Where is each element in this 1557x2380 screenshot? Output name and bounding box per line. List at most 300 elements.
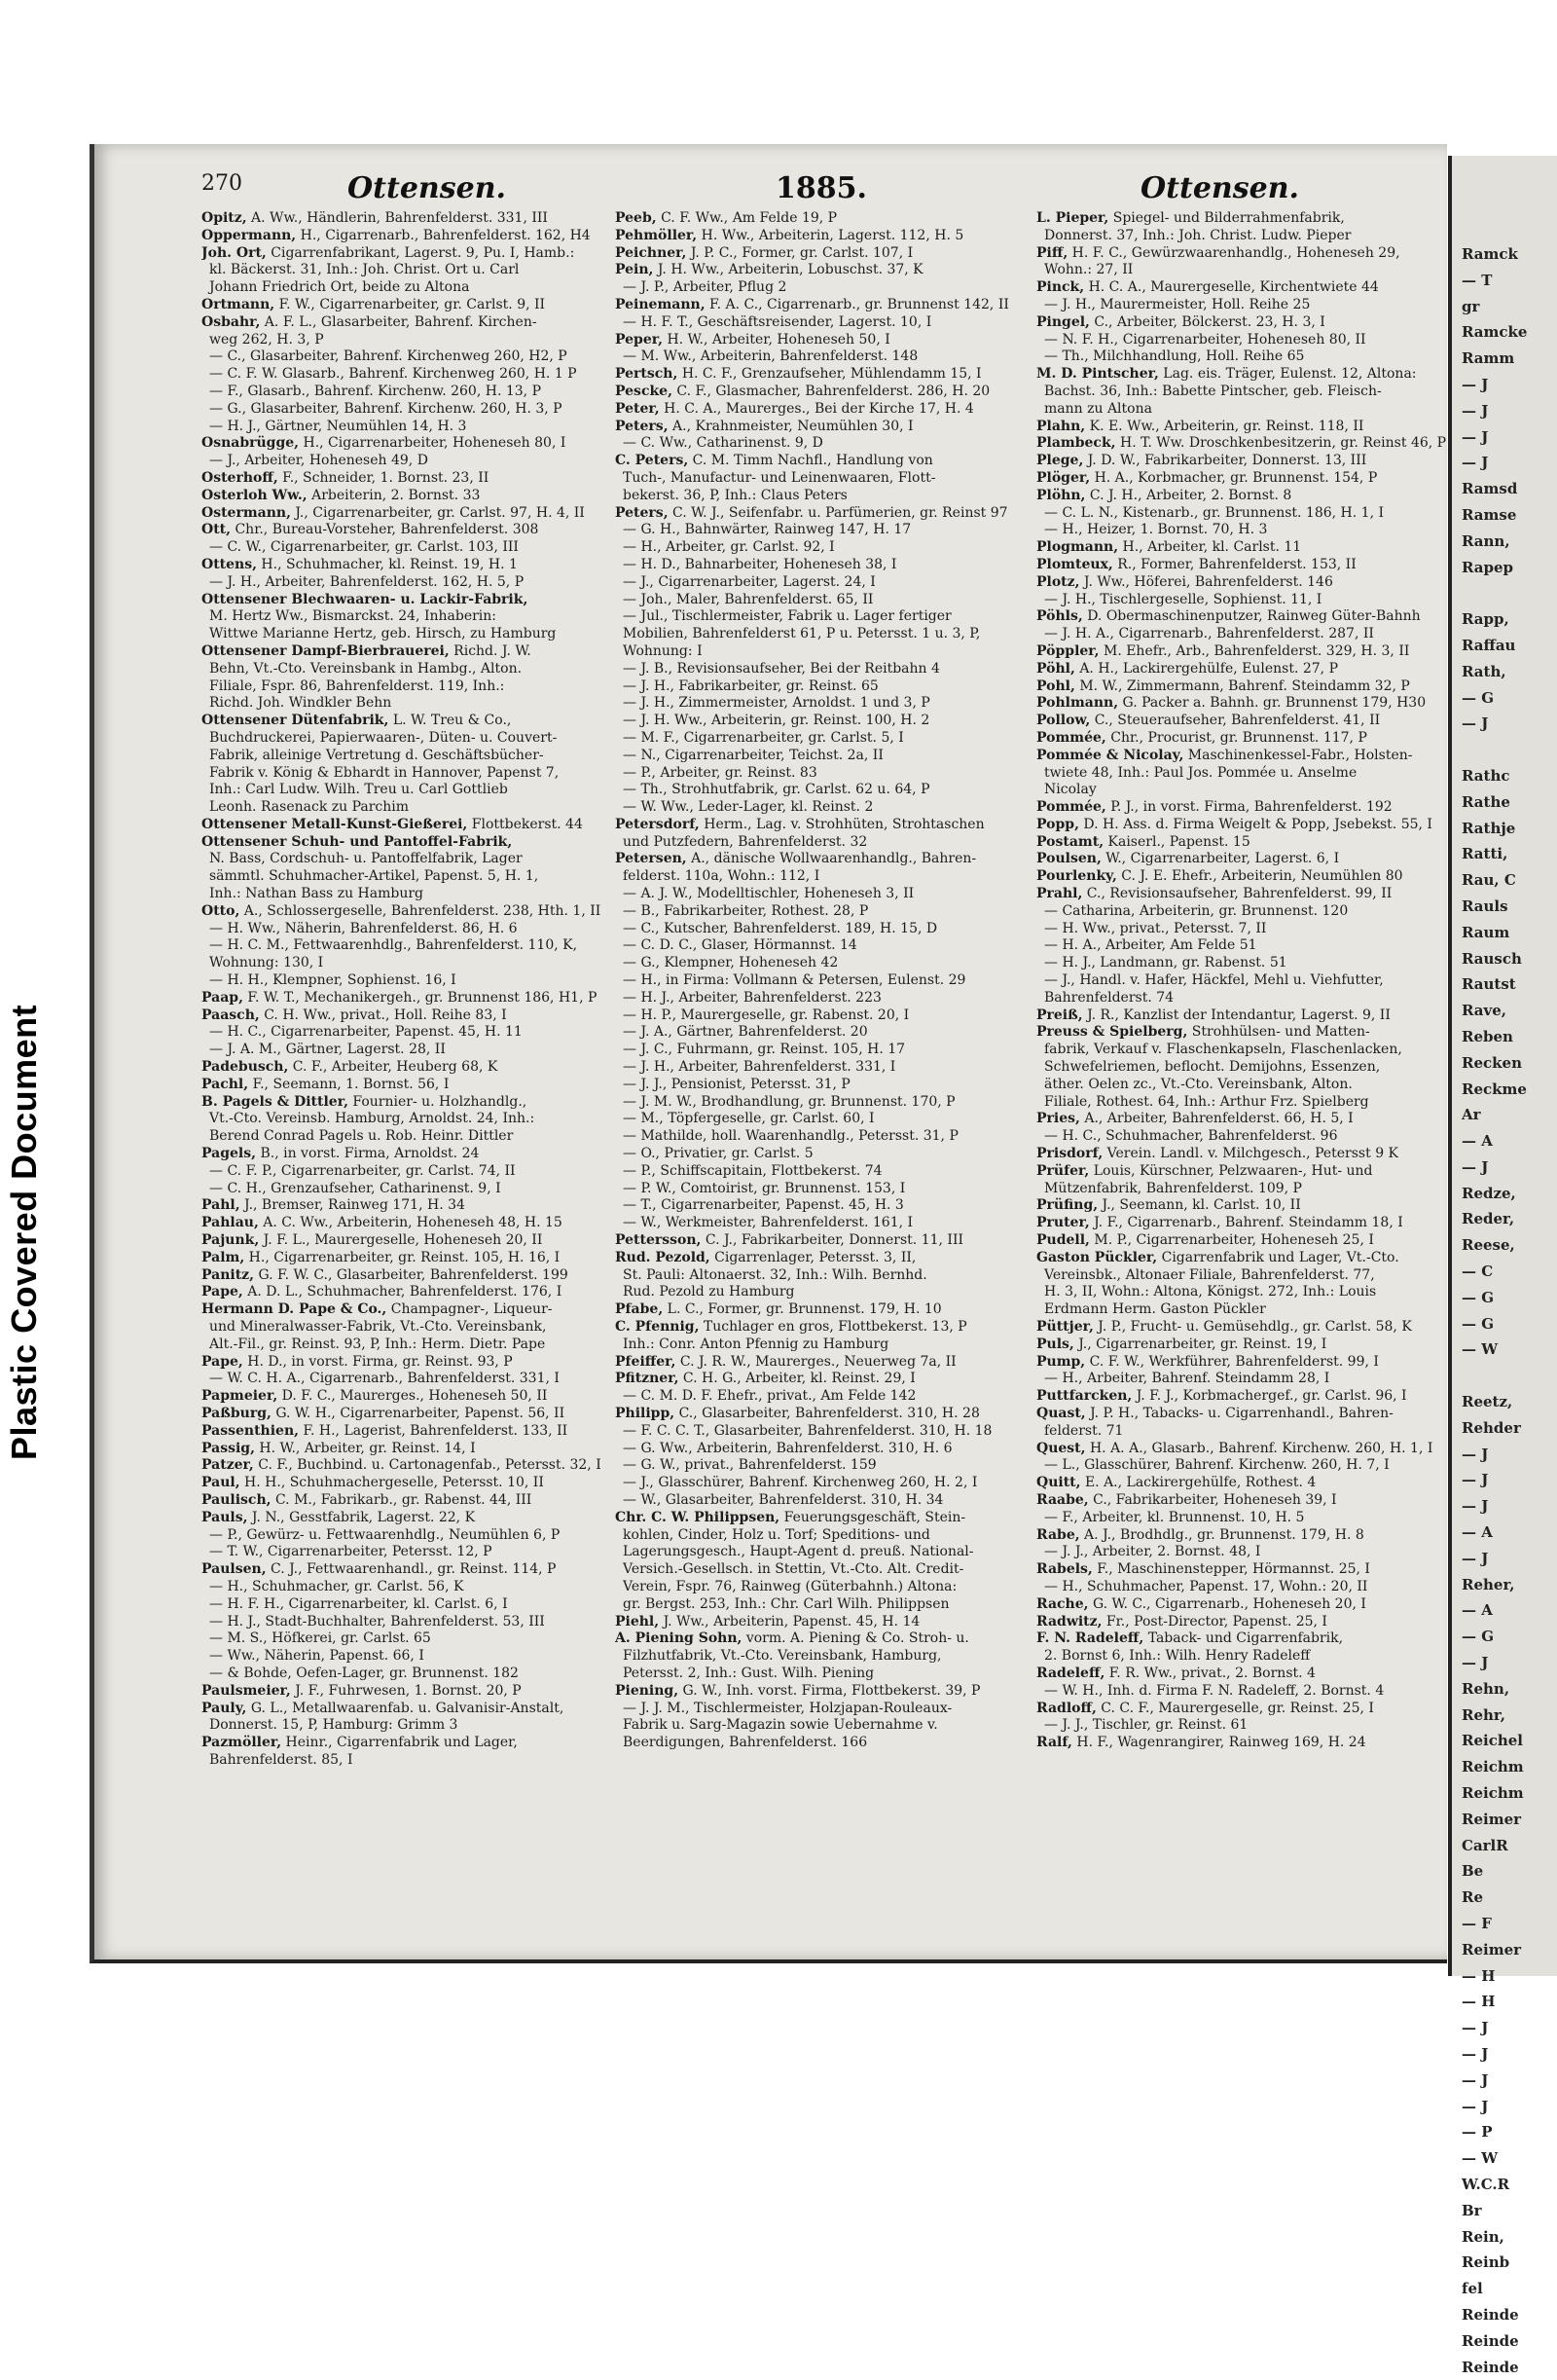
directory-entry: Palm, H., Cigarrenarbeiter, gr. Reinst. 105, H. 16, I bbox=[201, 1249, 561, 1265]
directory-entry: — F., Glasarb., Bahrenf. Kirchenw. 260, H. 13, P bbox=[209, 383, 541, 399]
directory-entry: Paulisch, C. M., Fabrikarb., gr. Rabenst. 44, III bbox=[201, 1491, 532, 1508]
directory-entry: Pachl, F., Seemann, 1. Bornst. 56, I bbox=[201, 1076, 450, 1092]
edge-fragment: W.C.R bbox=[1462, 2175, 1510, 2193]
directory-entry: Püttjer, J. P., Frucht- u. Gemüsehdlg., gr. Carlst. 58, K bbox=[1036, 1319, 1412, 1335]
directory-entry: mann zu Altona bbox=[1044, 400, 1152, 417]
directory-entry: — J., Glasschürer, Bahrenf. Kirchenweg 260, H. 2, I bbox=[623, 1475, 978, 1491]
edge-fragment: — J bbox=[1462, 2097, 1489, 2115]
directory-entry: Joh. Ort, Cigarrenfabrikant, Lagerst. 9, Pu. I, Hamb.: bbox=[201, 244, 575, 261]
directory-entry: Fabrik u. Sarg-Magazin sowie Uebernahme v. bbox=[623, 1717, 938, 1734]
edge-fragment: — J bbox=[1462, 2019, 1489, 2037]
directory-entry: — J., Handl. v. Hafer, Häckfel, Mehl u. Viehfutter, bbox=[1044, 972, 1384, 989]
directory-entry: kl. Bäckerst. 31, Inh.: Joh. Christ. Ort u. Carl bbox=[209, 262, 520, 278]
directory-entry: — C. L. N., Kistenarb., gr. Brunnenst. 186, H. 1, I bbox=[1044, 504, 1384, 521]
edge-fragment: — G bbox=[1462, 1628, 1495, 1646]
directory-entry: Pajunk, J. F. L., Maurergeselle, Hoheneseh 20, II bbox=[201, 1232, 543, 1249]
directory-entry: — H. J., Stadt-Buchhalter, Bahrenfelderst. 53, III bbox=[209, 1613, 545, 1629]
directory-entry: felderst. 71 bbox=[1044, 1422, 1124, 1439]
directory-entry: — M. F., Cigarrenarbeiter, gr. Carlst. 5, I bbox=[623, 729, 904, 746]
directory-entry: Osbahr, A. F. L., Glasarbeiter, Bahrenf. Kirchen- bbox=[201, 313, 537, 330]
directory-entry: Petersen, A., dänische Wollwaarenhandlg., Bahren- bbox=[615, 851, 977, 867]
edge-fragment: — J bbox=[1462, 1549, 1489, 1567]
directory-entry: — J. M. W., Brodhandlung, gr. Brunnenst. 170, P bbox=[623, 1093, 956, 1110]
left-running-title: Ottensen. bbox=[347, 171, 506, 205]
edge-fragment: Ramcke bbox=[1462, 323, 1528, 342]
directory-entry: A. Piening Sohn, vorm. A. Piening & Co. Stroh- u. bbox=[615, 1630, 969, 1647]
directory-entry: C. Peters, C. M. Timm Nachfl., Handlung von bbox=[615, 453, 933, 469]
directory-entry: M. D. Pintscher, Lag. eis. Träger, Eulenst. 12, Altona: bbox=[1036, 366, 1417, 383]
directory-entry: Filzhutfabrik, Vt.-Cto. Vereinsbank, Hamburg, bbox=[623, 1648, 942, 1665]
directory-entry: twiete 48, Inh.: Paul Jos. Pommée u. Anselme bbox=[1044, 764, 1358, 781]
directory-entry: Poulsen, W., Cigarrenarbeiter, Lagerst. 6, I bbox=[1036, 851, 1340, 867]
directory-entry: Mützenfabrik, Bahrenfelderst. 109, P bbox=[1044, 1180, 1302, 1196]
edge-fragment: — H bbox=[1462, 1993, 1496, 2011]
edge-fragment: Reichel bbox=[1462, 1732, 1523, 1750]
directory-entry: — J. A. M., Gärtner, Lagerst. 28, II bbox=[209, 1042, 446, 1058]
directory-entry: Ortmann, F. W., Cigarrenarbeiter, gr. Carlst. 9, II bbox=[201, 296, 546, 312]
directory-entry: — L., Glasschürer, Bahrenf. Kirchenw. 260, H. 7, I bbox=[1044, 1457, 1390, 1474]
directory-page bbox=[90, 144, 1447, 1963]
edge-fragment: Raffau bbox=[1462, 636, 1516, 654]
edge-fragment: Rehr, bbox=[1462, 1705, 1505, 1724]
directory-entry: — J. H. Ww., Arbeiterin, gr. Reinst. 100, H. 2 bbox=[623, 713, 930, 729]
directory-entry: Piff, H. F. C., Gewürzwaarenhandlg., Hoheneseh 29, bbox=[1036, 244, 1400, 261]
edge-fragment: gr bbox=[1462, 297, 1480, 315]
directory-entry: Filiale, Fspr. 86, Bahrenfelderst. 119, Inh.: bbox=[209, 677, 505, 694]
directory-entry: F. N. Radeleff, Taback- und Cigarrenfabrik, bbox=[1036, 1630, 1344, 1647]
page-number: 270 bbox=[201, 171, 242, 196]
directory-entry: Paap, F. W. T., Mechanikergeh., gr. Brunnenst 186, H1, P bbox=[201, 989, 597, 1006]
directory-entry: Wohnung: I bbox=[623, 642, 703, 659]
edge-fragment: — T bbox=[1462, 271, 1493, 289]
directory-entry: — H. F. H., Cigarrenarbeiter, kl. Carlst. 6, I bbox=[209, 1595, 508, 1612]
edge-fragment: Reichm bbox=[1462, 1784, 1524, 1803]
directory-entry: Postamt, Kaiserl., Papenst. 15 bbox=[1036, 833, 1250, 850]
directory-entry: Raabe, C., Fabrikarbeiter, Hoheneseh 39, I bbox=[1036, 1491, 1337, 1508]
directory-entry: — F., Arbeiter, kl. Brunnenst. 10, H. 5 bbox=[1044, 1509, 1305, 1525]
edge-fragment: Ramm bbox=[1462, 349, 1515, 368]
edge-fragment: — H bbox=[1462, 1966, 1496, 1985]
directory-entry: Schwefelriemen, beflocht. Demijohns, Essenzen, bbox=[1044, 1059, 1381, 1076]
directory-entry: Ott, Chr., Bureau-Vorsteher, Bahrenfelderst. 308 bbox=[201, 522, 539, 538]
directory-entry: Pauly, G. L., Metallwaarenfab. u. Galvanisir-Anstalt, bbox=[201, 1700, 564, 1716]
directory-entry: — G. W., privat., Bahrenfelderst. 159 bbox=[623, 1457, 877, 1474]
edge-fragment: Rein, bbox=[1462, 2227, 1504, 2246]
edge-fragment: Raum bbox=[1462, 923, 1510, 941]
directory-entry: — J., Arbeiter, Hoheneseh 49, D bbox=[209, 453, 428, 469]
directory-entry: — N., Cigarrenarbeiter, Teichst. 2a, II bbox=[623, 747, 884, 763]
directory-entry: — J. H., Tischlergeselle, Sophienst. 11, I bbox=[1044, 591, 1322, 607]
directory-entry: — H., in Firma: Vollmann & Petersen, Eulenst. 29 bbox=[623, 972, 966, 989]
directory-entry: Versich.-Gesellsch. in Stettin, Vt.-Cto. Alt. Credit- bbox=[623, 1561, 964, 1578]
directory-entry: — Ww., Näherin, Papenst. 66, I bbox=[209, 1648, 424, 1665]
directory-entry: — H. F. T., Geschäftsreisender, Lagerst. 10, I bbox=[623, 313, 932, 330]
directory-entry: Paßburg, G. W. H., Cigarrenarbeiter, Papenst. 56, II bbox=[201, 1405, 565, 1421]
edge-fragment: — J bbox=[1462, 1654, 1489, 1672]
edge-fragment: Reben bbox=[1462, 1027, 1513, 1045]
directory-entry: H. 3, II, Wohn.: Altona, Königst. 272, Inh.: Louis bbox=[1044, 1284, 1377, 1300]
directory-entry: Ottensener Dampf-Bierbrauerei, Richd. J. W. bbox=[201, 642, 531, 659]
directory-entry: — J., Cigarrenarbeiter, Lagerst. 24, I bbox=[623, 573, 876, 590]
directory-entry: Peinemann, F. A. C., Cigarrenarb., gr. Brunnenst 142, II bbox=[615, 296, 1009, 312]
directory-entry: — W. C. H. A., Cigarrenarb., Bahrenfelderst. 331, I bbox=[209, 1371, 560, 1387]
directory-entry: — P., Schiffscapitain, Flottbekerst. 74 bbox=[623, 1162, 883, 1179]
directory-entry: L. Pieper, Spiegel- und Bilderrahmenfabrik, bbox=[1036, 210, 1345, 226]
directory-entry: — H., Arbeiter, Bahrenf. Steindamm 28, I bbox=[1044, 1371, 1330, 1387]
directory-entry: — H., Arbeiter, gr. Carlst. 92, I bbox=[623, 539, 835, 556]
directory-entry: — G., Klempner, Hoheneseh 42 bbox=[623, 955, 839, 971]
next-page-edge bbox=[1448, 156, 1557, 2376]
directory-entry: weg 262, H. 3, P bbox=[209, 331, 324, 348]
directory-entry: Quitt, E. A., Lackirergehülfe, Rothest. 4 bbox=[1036, 1475, 1317, 1491]
directory-entry: Pudell, M. P., Cigarrenarbeiter, Hoheneseh 25, I bbox=[1036, 1232, 1374, 1249]
directory-entry: — C. D. C., Glaser, Hörmannst. 14 bbox=[623, 937, 857, 954]
edge-fragment: fel bbox=[1462, 2280, 1483, 2298]
directory-entry: Pescke, C. F., Glasmacher, Bahrenfelderst. 286, H. 20 bbox=[615, 383, 991, 399]
directory-entry: Piening, G. W., Inh. vorst. Firma, Flottbekerst. 39, P bbox=[615, 1682, 981, 1699]
column-3 bbox=[1036, 210, 1450, 1752]
directory-entry: Plambeck, H. T. Ww. Droschkenbesitzerin, gr. Reinst 46, P bbox=[1036, 435, 1447, 452]
directory-entry: — T., Cigarrenarbeiter, Papenst. 45, H. 3 bbox=[623, 1197, 904, 1214]
edge-fragment: CarlR bbox=[1462, 1836, 1508, 1854]
directory-entry: — J. J. M., Tischlermeister, Holzjapan-Rouleaux- bbox=[623, 1700, 953, 1716]
directory-entry: Pöhl, A. H., Lackirergehülfe, Eulenst. 27, P bbox=[1036, 660, 1338, 677]
directory-entry: — H., Schuhmacher, Papenst. 17, Wohn.: 20, II bbox=[1044, 1578, 1368, 1594]
edge-fragment bbox=[1462, 737, 1557, 763]
directory-entry: 2. Bornst 6, Inh.: Wilh. Henry Radeleff bbox=[1044, 1648, 1311, 1665]
directory-entry: sämmtl. Schuhmacher-Artikel, Papenst. 5, H. 1, bbox=[209, 868, 539, 885]
directory-entry: Radeleff, F. R. Ww., privat., 2. Bornst. 4 bbox=[1036, 1665, 1316, 1681]
directory-entry: Vereinsbk., Altonaer Filiale, Bahrenfelderst. 77, bbox=[1044, 1266, 1375, 1283]
directory-entry: Mobilien, Bahrenfelderst 61, P u. Petersst. 1 u. 3, P, bbox=[623, 626, 981, 642]
directory-entry: Rache, G. W. C., Cigarrenarb., Hoheneseh 20, I bbox=[1036, 1595, 1366, 1612]
edge-fragment: — W bbox=[1462, 2149, 1499, 2168]
edge-fragment: — F bbox=[1462, 1915, 1492, 1932]
directory-entry: Popp, D. H. Ass. d. Firma Weigelt & Popp, Jsebekst. 55, I bbox=[1036, 816, 1432, 832]
directory-entry: Paasch, C. H. Ww., privat., Holl. Reihe 83, I bbox=[201, 1007, 507, 1023]
directory-entry: Patzer, C. F., Buchbind. u. Cartonagenfab., Petersst. 32, I bbox=[201, 1457, 601, 1474]
directory-entry: Pinck, H. C. A., Maurergeselle, Kirchentwiete 44 bbox=[1036, 279, 1379, 296]
directory-entry: Pahl, J., Bremser, Rainweg 171, H. 34 bbox=[201, 1197, 465, 1214]
directory-entry: Pingel, C., Arbeiter, Bölckerst. 23, H. 3, I bbox=[1036, 313, 1325, 330]
directory-entry: Pump, C. F. W., Werkführer, Bahrenfelderst. 99, I bbox=[1036, 1353, 1379, 1370]
next-page-fragments bbox=[1462, 241, 1557, 2380]
edge-fragment: Rehder bbox=[1462, 1418, 1521, 1437]
edge-fragment: Rapp, bbox=[1462, 610, 1509, 629]
directory-entry: — Joh., Maler, Bahrenfelderst. 65, II bbox=[623, 591, 874, 607]
directory-entry: Pehmöller, H. Ww., Arbeiterin, Lagerst. 112, H. 5 bbox=[615, 227, 964, 243]
edge-fragment: — G bbox=[1462, 1314, 1495, 1333]
directory-entry: äther. Oelen zc., Vt.-Cto. Vereinsbank, Alton. bbox=[1044, 1076, 1353, 1092]
edge-fragment: Ramsd bbox=[1462, 480, 1518, 498]
directory-entry: Pfeiffer, C. J. R. W., Maurerges., Neuerweg 7a, II bbox=[615, 1353, 957, 1370]
edge-fragment: Reinde bbox=[1462, 2358, 1519, 2376]
directory-entry: — W., Glasarbeiter, Bahrenfelderst. 310, H. 34 bbox=[623, 1491, 944, 1508]
directory-entry: — J. P., Arbeiter, Pflug 2 bbox=[623, 279, 787, 296]
directory-entry: Plomteux, R., Former, Bahrenfelderst. 153, II bbox=[1036, 556, 1357, 572]
edge-fragment: — A bbox=[1462, 1601, 1493, 1620]
directory-entry: — F. C. C. T., Glasarbeiter, Bahrenfelderst. 310, H. 18 bbox=[623, 1422, 993, 1439]
directory-entry: Inh.: Conr. Anton Pfennig zu Hamburg bbox=[623, 1336, 889, 1352]
edge-fragment: — G bbox=[1462, 1288, 1495, 1306]
directory-entry: — C., Kutscher, Bahrenfelderst. 189, H. 15, D bbox=[623, 920, 938, 936]
side-label: Plastic Covered Document bbox=[4, 1004, 44, 1460]
directory-entry: — P., Arbeiter, gr. Reinst. 83 bbox=[623, 764, 817, 781]
directory-entry: Rabels, F., Maschinenstepper, Hörmannst. 25, I bbox=[1036, 1561, 1370, 1578]
directory-entry: — J. H., Fabrikarbeiter, gr. Reinst. 65 bbox=[623, 677, 879, 694]
directory-entry: — P., Gewürz- u. Fettwaarenhdlg., Neumühlen 6, P bbox=[209, 1526, 561, 1543]
edge-fragment: Reder, bbox=[1462, 1210, 1515, 1228]
edge-fragment: Rehn, bbox=[1462, 1679, 1510, 1698]
edge-fragment: Reinde bbox=[1462, 2331, 1519, 2350]
directory-entry: — C. Ww., Catharinenst. 9, D bbox=[623, 435, 823, 452]
directory-entry: — H. Ww., privat., Petersst. 7, II bbox=[1044, 920, 1267, 936]
edge-fragment: Reese, bbox=[1462, 1236, 1515, 1255]
directory-entry: und Mineralwasser-Fabrik, Vt.-Cto. Vereinsbank, bbox=[209, 1319, 547, 1335]
directory-entry: Prüfing, J., Seemann, kl. Carlst. 10, II bbox=[1036, 1197, 1301, 1214]
directory-entry: — J. A., Gärtner, Bahrenfelderst. 20 bbox=[623, 1024, 868, 1041]
directory-entry: — W. Ww., Leder-Lager, kl. Reinst. 2 bbox=[623, 799, 874, 816]
directory-entry: Pertsch, H. C. F., Grenzaufseher, Mühlendamm 15, I bbox=[615, 366, 982, 383]
directory-entry: Prüfer, Louis, Kürschner, Pelzwaaren-, Hut- und bbox=[1036, 1162, 1373, 1179]
edge-fragment: Rathc bbox=[1462, 766, 1510, 785]
directory-entry: — W. H., Inh. d. Firma F. N. Radeleff, 2. Bornst. 4 bbox=[1044, 1682, 1385, 1699]
directory-entry: M. Hertz Ww., Bismarckst. 24, Inhaberin: bbox=[209, 608, 497, 625]
directory-entry: — H., Schuhmacher, gr. Carlst. 56, K bbox=[209, 1578, 464, 1594]
directory-entry: Verein, Fspr. 76, Rainweg (Güterbahnh.) Altona: bbox=[623, 1578, 958, 1594]
directory-entry: Berend Conrad Pagels u. Rob. Heinr. Dittler bbox=[209, 1128, 514, 1145]
directory-entry: Ottensener Dütenfabrik, L. W. Treu & Co., bbox=[201, 713, 512, 729]
directory-entry: Pollow, C., Steueraufseher, Bahrenfelderst. 41, II bbox=[1036, 713, 1381, 729]
edge-fragment: Rann, bbox=[1462, 531, 1510, 550]
directory-entry: — W., Werkmeister, Bahrenfelderst. 161, I bbox=[623, 1215, 914, 1231]
directory-entry: — H. C. M., Fettwaarenhdlg., Bahrenfelderst. 110, K, bbox=[209, 937, 578, 954]
directory-entry: St. Pauli: Altonaerst. 32, Inh.: Wilh. Bernhd. bbox=[623, 1266, 927, 1283]
directory-entry: Peichner, J. P. C., Former, gr. Carlst. 107, I bbox=[615, 244, 914, 261]
column-2 bbox=[615, 210, 1029, 1752]
directory-entry: — H. H., Klempner, Sophienst. 16, I bbox=[209, 972, 456, 989]
directory-entry: Filiale, Rothest. 64, Inh.: Arthur Frz. Spielberg bbox=[1044, 1093, 1369, 1110]
directory-entry: Pruter, J. F., Cigarrenarb., Bahrenf. Steindamm 18, I bbox=[1036, 1215, 1403, 1231]
right-running-title: Ottensen. bbox=[1141, 171, 1299, 205]
directory-entry: Behn, Vt.-Cto. Vereinsbank in Hambg., Alton. bbox=[209, 660, 523, 677]
directory-entry: Peeb, C. F. Ww., Am Felde 19, P bbox=[615, 210, 838, 226]
directory-entry: Osterloh Ww., Arbeiterin, 2. Bornst. 33 bbox=[201, 487, 481, 503]
directory-entry: und Putzfedern, Bahrenfelderst. 32 bbox=[623, 833, 868, 850]
directory-entry: — J. H., Arbeiter, Bahrenfelderst. 331, I bbox=[623, 1059, 896, 1076]
directory-entry: Otto, A., Schlossergeselle, Bahrenfelderst. 238, Hth. 1, II bbox=[201, 902, 601, 919]
directory-entry: Pein, J. H. Ww., Arbeiterin, Lobuschst. 37, K bbox=[615, 262, 923, 278]
directory-entry: Oppermann, H., Cigarrenarb., Bahrenfelderst. 162, H4 bbox=[201, 227, 591, 243]
edge-fragment: — J bbox=[1462, 714, 1489, 733]
edge-fragment: — J bbox=[1462, 1497, 1489, 1516]
directory-entry: Nicolay bbox=[1044, 782, 1097, 798]
directory-entry: Plahn, K. E. Ww., Arbeiterin, gr. Reinst. 118, II bbox=[1036, 418, 1364, 434]
directory-entry: — J. C., Fuhrmann, gr. Reinst. 105, H. 17 bbox=[623, 1042, 906, 1058]
directory-entry: — N. F. H., Cigarrenarbeiter, Hoheneseh 80, II bbox=[1044, 331, 1366, 348]
directory-entry: Pazmöller, Heinr., Cigarrenfabrik und Lager, bbox=[201, 1735, 518, 1751]
directory-entry: Philipp, C., Glasarbeiter, Bahrenfelderst. 310, H. 28 bbox=[615, 1405, 980, 1421]
directory-entry: Leonh. Rasenack zu Parchim bbox=[209, 799, 410, 816]
directory-entry: Pohlmann, G. Packer a. Bahnh. gr. Brunnenst 179, H30 bbox=[1036, 695, 1427, 712]
edge-fragment: — J bbox=[1462, 2070, 1489, 2089]
directory-entry: — M. S., Höfkerei, gr. Carlst. 65 bbox=[209, 1630, 431, 1647]
edge-fragment: Reichm bbox=[1462, 1758, 1524, 1776]
directory-entry: Pfitzner, C. H. G., Arbeiter, kl. Reinst. 29, I bbox=[615, 1371, 916, 1387]
directory-entry: gr. Bergst. 253, Inh.: Chr. Carl Wilh. Philippsen bbox=[623, 1595, 950, 1612]
column-1 bbox=[201, 210, 615, 1770]
directory-entry: — J. H. A., Cigarrenarb., Bahrenfelderst. 287, II bbox=[1044, 626, 1374, 642]
directory-entry: Bachst. 36, Inh.: Babette Pintscher, geb. Fleisch- bbox=[1044, 383, 1382, 399]
edge-fragment: Rapep bbox=[1462, 558, 1514, 576]
directory-entry: Pahlau, A. C. Ww., Arbeiterin, Hoheneseh 48, H. 15 bbox=[201, 1215, 562, 1231]
directory-entry: — H. J., Gärtner, Neumühlen 14, H. 3 bbox=[209, 418, 467, 434]
edge-fragment: Reetz, bbox=[1462, 1393, 1513, 1411]
directory-entry: Pagels, B., in vorst. Firma, Arnoldst. 24 bbox=[201, 1146, 480, 1162]
directory-entry: — G. H., Bahnwärter, Rainweg 147, H. 17 bbox=[623, 522, 912, 538]
directory-entry: — Th., Milchhandlung, Holl. Reihe 65 bbox=[1044, 348, 1305, 365]
directory-entry: Paulsen, C. J., Fettwaarenhandl., gr. Reinst. 114, P bbox=[201, 1561, 557, 1578]
directory-entry: — & Bohde, Oefen-Lager, gr. Brunnenst. 182 bbox=[209, 1665, 519, 1681]
edge-fragment: Reimer bbox=[1462, 1810, 1522, 1828]
directory-entry: B. Pagels & Dittler, Fournier- u. Holzhandlg., bbox=[201, 1093, 527, 1110]
directory-entry: Paul, H. H., Schuhmachergeselle, Petersst. 10, II bbox=[201, 1475, 544, 1491]
directory-entry: Hermann D. Pape & Co., Champagner-, Liqueur- bbox=[201, 1301, 553, 1318]
directory-entry: Donnerst. 37, Inh.: Joh. Christ. Ludw. Pieper bbox=[1044, 227, 1352, 243]
directory-entry: Bahrenfelderst. 74 bbox=[1044, 989, 1175, 1006]
directory-entry: Passig, H. W., Arbeiter, gr. Reinst. 14, I bbox=[201, 1440, 476, 1456]
directory-entry: — C. F. W. Glasarb., Bahrenf. Kirchenweg 260, H. 1 P bbox=[209, 366, 577, 383]
directory-entry: Petersdorf, Herm., Lag. v. Strohhüten, Strohtaschen bbox=[615, 816, 985, 832]
directory-entry: Preiß, J. R., Kanzlist der Intendantur, Lagerst. 9, II bbox=[1036, 1007, 1391, 1023]
directory-entry: Ottensener Blechwaaren- u. Lackir-Fabrik, bbox=[201, 591, 528, 607]
directory-entry: — G. Ww., Arbeiterin, Bahrenfelderst. 310, H. 6 bbox=[623, 1440, 953, 1456]
directory-entry: Richd. Joh. Windkler Behn bbox=[209, 695, 392, 712]
directory-entry: — Jul., Tischlermeister, Fabrik u. Lager fertiger bbox=[623, 608, 952, 625]
directory-entry: Donnerst. 15, P, Hamburg: Grimm 3 bbox=[209, 1717, 458, 1734]
edge-fragment: Br bbox=[1462, 2201, 1482, 2219]
directory-entry: — M. Ww., Arbeiterin, Bahrenfelderst. 148 bbox=[623, 348, 919, 365]
edge-fragment: Ramck bbox=[1462, 245, 1518, 263]
year-heading: 1885. bbox=[776, 171, 867, 205]
directory-entry: Peters, C. W. J., Seifenfabr. u. Parfümerien, gr. Reinst 97 bbox=[615, 504, 1008, 521]
edge-fragment: Reinb bbox=[1462, 2253, 1510, 2272]
directory-entry: — J. B., Revisionsaufseher, Bei der Reitbahn 4 bbox=[623, 660, 940, 677]
page-header bbox=[94, 171, 1447, 210]
directory-entry: — J. J., Tischler, gr. Reinst. 61 bbox=[1044, 1717, 1249, 1734]
directory-entry: — Mathilde, holl. Waarenhandlg., Petersst. 31, P bbox=[623, 1128, 959, 1145]
directory-entry: — Catharina, Arbeiterin, gr. Brunnenst. 120 bbox=[1044, 902, 1349, 919]
directory-entry: N. Bass, Cordschuh- u. Pantoffelfabrik, Lager bbox=[209, 851, 523, 867]
directory-entry: Wohn.: 27, II bbox=[1044, 262, 1134, 278]
edge-fragment: Rave, bbox=[1462, 1002, 1507, 1020]
directory-entry: — G., Glasarbeiter, Bahrenf. Kirchenw. 260, H. 3, P bbox=[209, 400, 562, 417]
directory-entry: Fabrik, alleinige Vertretung d. Geschäftsbücher- bbox=[209, 747, 544, 763]
directory-entry: Lagerungsgesch., Haupt-Agent d. preuß. National- bbox=[623, 1544, 974, 1560]
directory-entry: Pourlenky, C. J. E. Ehefr., Arbeiterin, Neumühlen 80 bbox=[1036, 868, 1403, 885]
directory-entry: Rabe, A. J., Brodhdlg., gr. Brunnenst. 179, H. 8 bbox=[1036, 1526, 1364, 1543]
directory-entry: Quest, H. A. A., Glasarb., Bahrenf. Kirchenw. 260, H. 1, I bbox=[1036, 1440, 1433, 1456]
edge-fragment bbox=[1462, 1363, 1557, 1389]
directory-entry: Pape, A. D. L., Schuhmacher, Bahrenfelderst. 176, I bbox=[201, 1284, 562, 1300]
directory-entry: Peter, H. C. A., Maurerges., Bei der Kirche 17, H. 4 bbox=[615, 400, 974, 417]
edge-fragment: — J bbox=[1462, 1157, 1489, 1176]
edge-fragment bbox=[1462, 580, 1557, 606]
directory-entry: — H., Heizer, 1. Bornst. 70, H. 3 bbox=[1044, 522, 1268, 538]
directory-entry: Inh.: Carl Ludw. Wilh. Treu u. Carl Gottlieb bbox=[209, 782, 508, 798]
edge-fragment: — J bbox=[1462, 454, 1489, 472]
directory-entry: Prisdorf, Verein. Landl. v. Milchgesch., Petersst 9 K bbox=[1036, 1146, 1399, 1162]
directory-entry: Puttfarcken, J. F. J., Korbmachergef., gr. Carlst. 96, I bbox=[1036, 1388, 1407, 1405]
edge-fragment: — G bbox=[1462, 688, 1495, 707]
directory-entry: Rud. Pezold zu Hamburg bbox=[623, 1284, 795, 1300]
directory-entry: — H. C., Cigarrenarbeiter, Papenst. 45, H. 11 bbox=[209, 1024, 523, 1041]
directory-entry: Pettersson, C. J., Fabrikarbeiter, Donnerst. 11, III bbox=[615, 1232, 964, 1249]
directory-entry: — H. J., Landmann, gr. Rabenst. 51 bbox=[1044, 955, 1287, 971]
directory-entry: Pommée & Nicolay, Maschinenkessel-Fabr., Holsten- bbox=[1036, 747, 1413, 763]
directory-entry: Ottensener Schuh- und Pantoffel-Fabrik, bbox=[201, 833, 513, 850]
directory-entry: Wohnung: 130, I bbox=[209, 955, 324, 971]
directory-entry: Buchdruckerei, Papierwaaren-, Düten- u. Couvert- bbox=[209, 729, 558, 746]
directory-entry: Radloff, C. C. F., Maurergeselle, gr. Reinst. 25, I bbox=[1036, 1700, 1374, 1716]
directory-entry: — A. J. W., Modelltischler, Hoheneseh 3, II bbox=[623, 886, 915, 902]
directory-entry: Fabrik v. König & Ebhardt in Hannover, Papenst 7, bbox=[209, 764, 560, 781]
edge-fragment: Re bbox=[1462, 1888, 1484, 1907]
directory-entry: — J. J., Pensionist, Petersst. 31, P bbox=[623, 1076, 851, 1092]
directory-entry: Papmeier, D. F. C., Maurerges., Hoheneseh 50, II bbox=[201, 1388, 548, 1405]
directory-entry: Pries, A., Arbeiter, Bahrenfelderst. 66, H. 5, I bbox=[1036, 1111, 1354, 1127]
edge-fragment: Be bbox=[1462, 1862, 1484, 1881]
directory-entry: Puls, J., Cigarrenarbeiter, gr. Reinst. 19, I bbox=[1036, 1336, 1327, 1352]
directory-entry: — J. J., Arbeiter, 2. Bornst. 48, I bbox=[1044, 1544, 1261, 1560]
edge-fragment: Rau, C bbox=[1462, 871, 1516, 890]
directory-entry: — C. F. P., Cigarrenarbeiter, gr. Carlst. 74, II bbox=[209, 1162, 516, 1179]
edge-fragment: — J bbox=[1462, 401, 1489, 420]
edge-fragment: — J bbox=[1462, 427, 1489, 446]
edge-fragment: Rathje bbox=[1462, 819, 1516, 837]
directory-entry: Plöhn, C. J. H., Arbeiter, 2. Bornst. 8 bbox=[1036, 487, 1292, 503]
edge-fragment: Ramse bbox=[1462, 505, 1517, 524]
directory-entry: Plege, J. D. W., Fabrikarbeiter, Donnerst. 13, III bbox=[1036, 453, 1367, 469]
edge-fragment: Rauls bbox=[1462, 897, 1508, 915]
directory-entry: Ottensener Metall-Kunst-Gießerei, Flottbekerst. 44 bbox=[201, 816, 583, 832]
directory-entry: Plöger, H. A., Korbmacher, gr. Brunnenst. 154, P bbox=[1036, 469, 1378, 486]
edge-fragment: Ratti, bbox=[1462, 845, 1508, 863]
directory-entry: — C. H., Grenzaufseher, Catharinenst. 9, I bbox=[209, 1180, 501, 1196]
directory-entry: Plotz, J. Ww., Höferei, Bahrenfelderst. 146 bbox=[1036, 573, 1333, 590]
directory-entry: Pöppler, M. Ehefr., Arb., Bahrenfelderst. 329, H. 3, II bbox=[1036, 642, 1410, 659]
directory-entry: Pauls, J. N., Gesstfabrik, Lagerst. 22, K bbox=[201, 1509, 476, 1525]
edge-fragment: — P bbox=[1462, 2123, 1493, 2142]
directory-entry: Wittwe Marianne Hertz, geb. Hirsch, zu Hamburg bbox=[209, 626, 557, 642]
edge-fragment: Reinde bbox=[1462, 2305, 1519, 2324]
directory-entry: Pöhls, D. Obermaschinenputzer, Rainweg Güter-Bahnh bbox=[1036, 608, 1421, 625]
directory-entry: — H. P., Maurergeselle, gr. Rabenst. 20, I bbox=[623, 1007, 910, 1023]
directory-entry: — H. A., Arbeiter, Am Felde 51 bbox=[1044, 937, 1257, 954]
directory-entry: — T. W., Cigarrenarbeiter, Petersst. 12, P bbox=[209, 1544, 492, 1560]
edge-fragment: — A bbox=[1462, 1523, 1493, 1542]
directory-entry: Opitz, A. Ww., Händlerin, Bahrenfelderst. 331, III bbox=[201, 210, 548, 226]
directory-entry: Osnabrügge, H., Cigarrenarbeiter, Hoheneseh 80, I bbox=[201, 435, 566, 452]
directory-entry: Pommée, P. J., in vorst. Firma, Bahrenfelderst. 192 bbox=[1036, 799, 1393, 816]
edge-fragment: Recken bbox=[1462, 1053, 1522, 1072]
edge-fragment: Rath, bbox=[1462, 662, 1506, 680]
directory-entry: Plogmann, H., Arbeiter, kl. Carlst. 11 bbox=[1036, 539, 1302, 556]
directory-entry: Quast, J. P. H., Tabacks- u. Cigarrenhandl., Bahren- bbox=[1036, 1405, 1394, 1421]
directory-entry: Padebusch, C. F., Arbeiter, Heuberg 68, K bbox=[201, 1059, 498, 1076]
directory-entry: — O., Privatier, gr. Carlst. 5 bbox=[623, 1146, 814, 1162]
directory-entry: — J. H., Zimmermeister, Arnoldst. 1 und 3, P bbox=[623, 695, 930, 712]
